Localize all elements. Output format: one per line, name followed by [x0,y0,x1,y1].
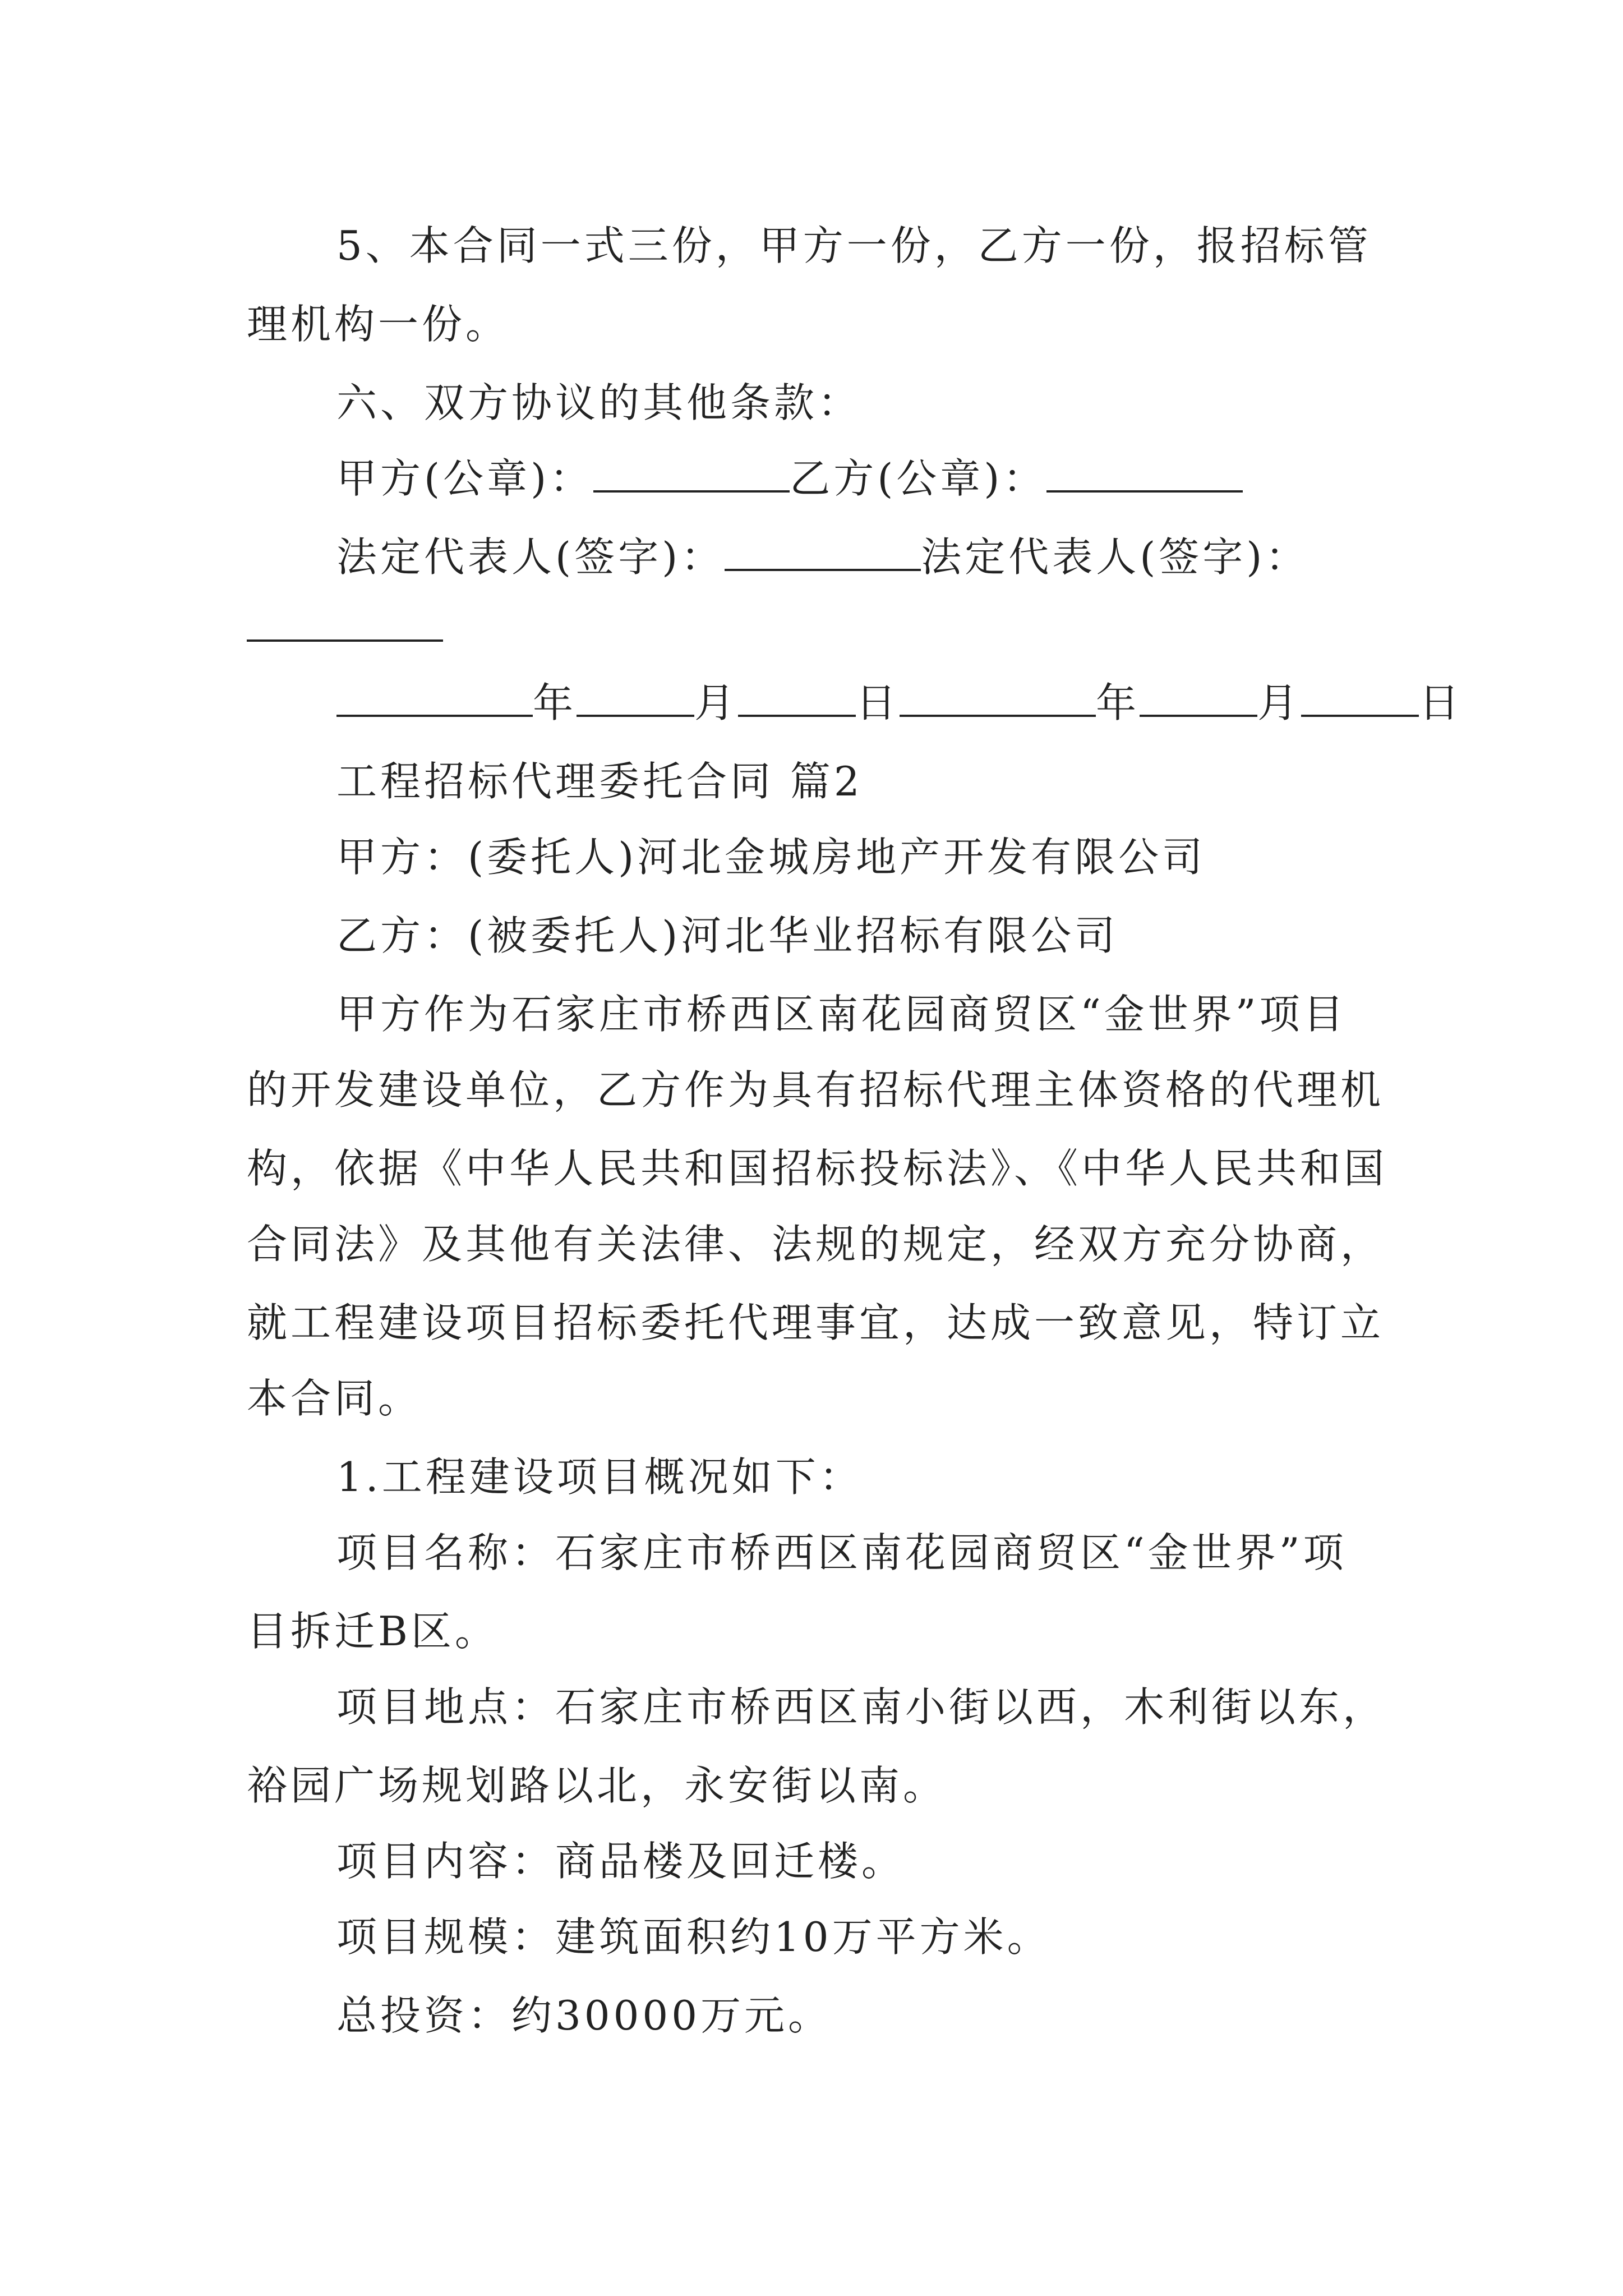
clause-5-line-1: 5、本合同一式三份，甲方一份，乙方一份，报招标管 [336,222,1372,269]
intro-line-3: 构，依据《中华人民共和国招标投标法》、《中华人民共和国 [247,1145,1388,1192]
contract-title: 工程招标代理委托合同 篇2 [336,758,863,805]
party-a-rep-label: 法定代表人(签字)： [336,533,725,581]
project-content: 项目内容：商品楼及回迁楼。 [336,1838,906,1885]
date-a-day-blank [738,679,856,717]
section-1-heading: 1.工程建设项目概况如下： [336,1453,863,1501]
date-a-day: 日 [856,679,900,726]
date-a-month-blank [577,679,694,717]
party-a-seal-blank [593,454,790,493]
party-b-rep-blank [247,639,443,642]
date-b-day-blank [1301,679,1419,717]
date-b-year: 年 [1096,679,1140,726]
party-b-seal-label: 乙方(公章)： [790,455,1047,502]
party-a-seal-label: 甲方(公章)： [336,455,594,502]
clause-5-line-2: 理机构一份。 [247,301,510,348]
party-b-line: 乙方：(被委托人)河北华业招标有限公司 [336,912,1119,959]
date-b-day: 日 [1419,679,1463,726]
date-b-month: 月 [1257,679,1302,726]
party-a-line: 甲方：(委托人)河北金城房地产开发有限公司 [336,834,1206,881]
date-a-month: 月 [694,679,739,726]
seal-line [336,452,1243,505]
date-b-year-blank [900,679,1096,717]
project-name-line-1: 项目名称：石家庄市桥西区南花园商贸区“金世界”项 [336,1529,1347,1576]
project-location-line-1: 项目地点：石家庄市桥西区南小街以西，木利街以东， [336,1683,1387,1731]
date-a-year: 年 [533,679,577,726]
intro-line-4: 合同法》及其他有关法律、法规的规定，经双方充分协商， [247,1221,1385,1268]
project-name-line-2: 目拆迁B区。 [247,1608,499,1655]
clause-6-heading: 六、双方协议的其他条款： [336,379,862,426]
intro-line-5: 就工程建设项目招标委托代理事宜，达成一致意见，特订立 [247,1299,1385,1346]
project-scale: 项目规模：建筑面积约10万平方米。 [336,1913,1051,1961]
intro-line-2: 的开发建设单位，乙方作为具有招标代理主体资格的代理机 [247,1066,1385,1114]
intro-line-1: 甲方作为石家庄市桥西区南花园商贸区“金世界”项目 [336,991,1347,1038]
party-b-seal-blank [1046,454,1243,493]
date-a-year-blank [336,679,533,717]
representative-line [336,530,1309,584]
party-b-rep-label: 法定代表人(签字)： [921,533,1310,581]
project-location-line-2: 裕园广场规划路以北，永安街以南。 [247,1762,947,1809]
project-investment: 总投资：约30000万元。 [336,1992,832,2039]
date-line [336,676,1463,730]
party-a-rep-blank [725,533,921,571]
date-b-month-blank [1140,679,1257,717]
intro-line-6: 本合同。 [247,1375,422,1422]
